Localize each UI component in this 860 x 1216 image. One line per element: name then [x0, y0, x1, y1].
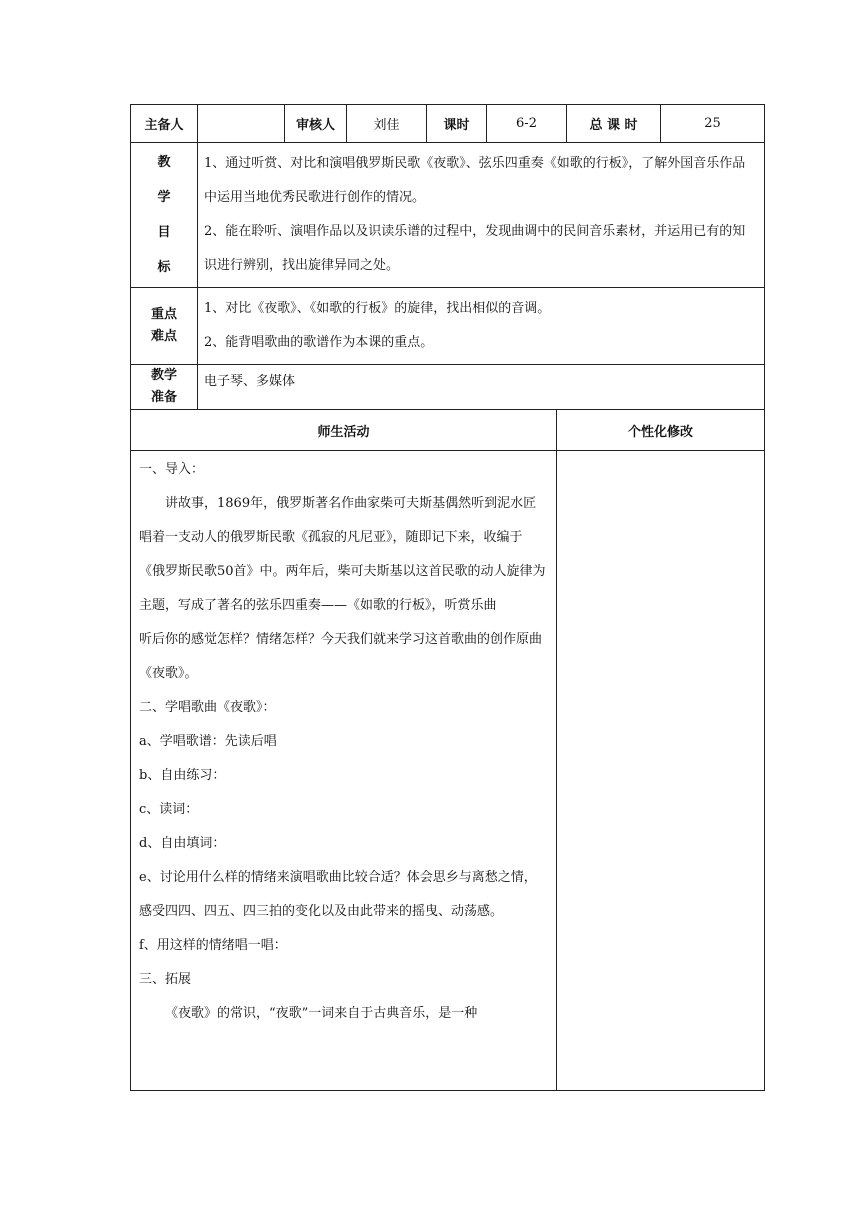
reviewer-value: 刘佳 [347, 105, 427, 143]
total-lessons-label: 总 课 时 [567, 105, 661, 143]
preparer-value [198, 105, 285, 143]
goal-1: 1、通过听赏、对比和演唱俄罗斯民歌《夜歌》、弦乐四重奏《如歌的行板》，了解外国音乐作品中运用当地优秀民歌进行创作的情况。 [204, 156, 746, 205]
prep-row [131, 365, 765, 410]
personalized-edit-cell [557, 451, 765, 1091]
activity-header-left: 师生活动 [131, 410, 557, 451]
activity-para: 听后你的感觉怎样？情绪怎样？今天我们就来学习这首歌曲的创作原曲《夜歌》。 [139, 632, 543, 681]
activity-header-right: 个性化修改 [557, 410, 765, 451]
activity-para: 三、拓展 [139, 972, 192, 987]
header-row [131, 105, 765, 143]
activity-header-row [131, 410, 765, 451]
activity-table [130, 409, 765, 1091]
activity-para: 讲故事，1869年，俄罗斯著名作曲家柴可夫斯基偶然听到泥水匠唱着一支动人的俄罗斯民歌《孤寂的凡尼亚》，随即记下来，收编于《俄罗斯民歌50首》中。两年后，柴可夫斯基以这首民歌的动人旋律为主题，写成了著名的弦乐四重奏——《如歌的行板》，听赏乐曲 [139, 496, 546, 613]
activity-content [131, 451, 557, 1091]
key-point-1: 1、对比《夜歌》、《如歌的行板》的旋律，找出相似的音调。 [204, 301, 551, 316]
key-points-row [131, 288, 765, 365]
lesson-label: 课时 [427, 105, 487, 143]
lesson-plan-table [130, 104, 765, 410]
prep-content: 电子琴、多媒体 [198, 365, 765, 410]
lesson-plan-page [130, 104, 764, 1091]
activity-para: a、学唱歌谱：先读后唱 [139, 734, 277, 749]
activity-para: c、读词： [139, 802, 199, 817]
preparer-label: 主备人 [131, 105, 198, 143]
key-point-2: 2、能背唱歌曲的歌谱作为本课的重点。 [204, 335, 434, 350]
activity-para: e、讨论用什么样的情绪来演唱歌曲比较合适？体会思乡与离愁之情，感受四四、四五、四三拍的变化以及由此带来的摇曳、动荡感。 [139, 870, 537, 919]
total-lessons-value: 25 [661, 105, 765, 143]
activity-body-row [131, 451, 765, 1091]
goal-2: 2、能在聆听、演唱作品以及识读乐谱的过程中，发现曲调中的民间音乐素材，并运用已有的知识进行辨别，找出旋律异同之处。 [204, 224, 746, 273]
prep-label: 教学 准备 [131, 365, 198, 410]
activity-para: 一、导入： [139, 462, 205, 477]
activity-para: f、用这样的情绪唱一唱： [139, 938, 287, 953]
goals-row [131, 143, 765, 288]
activity-para: d、自由填词： [139, 836, 226, 851]
activity-para: b、自由练习： [139, 768, 226, 783]
goals-content [198, 143, 765, 288]
activity-para: 二、学唱歌曲《夜歌》： [139, 700, 276, 715]
goals-label: 教 学 目 标 [131, 143, 198, 288]
key-points-content [198, 288, 765, 365]
lesson-value: 6-2 [487, 105, 567, 143]
activity-para: 《夜歌》的常识，“夜歌”一词来自于古典音乐，是一种 [165, 1006, 478, 1021]
reviewer-label: 审核人 [285, 105, 347, 143]
key-points-label: 重点 难点 [131, 288, 198, 365]
